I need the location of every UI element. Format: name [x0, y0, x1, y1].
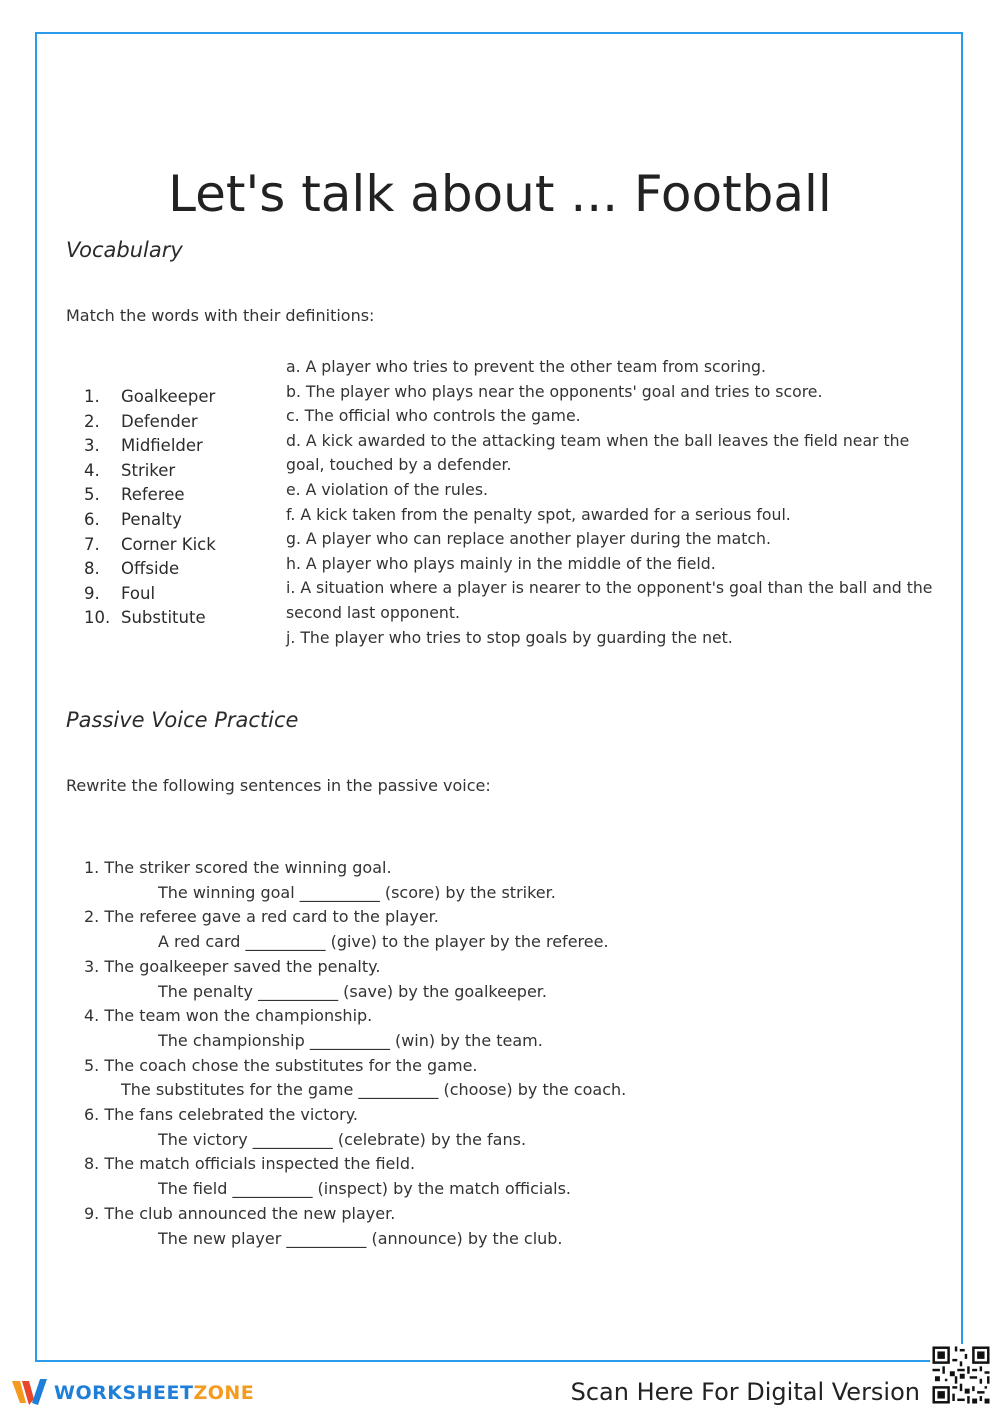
definition-item: a. A player who tries to prevent the other team from scoring.: [286, 357, 766, 376]
passive-answer-line: The victory __________ (celebrate) by the fans.: [158, 1129, 527, 1149]
passive-answer-line: The winning goal __________ (score) by the striker.: [158, 882, 556, 902]
item-number: 2.: [84, 411, 100, 431]
vocab-word: Goalkeeper: [121, 387, 216, 406]
list-item: [84, 1152, 626, 1201]
active-sentence: 9. The club announced the new player.: [84, 1203, 396, 1223]
definition-item: d. A kick awarded to the attacking team when the ball leaves the field near the goal, touched by a defender.: [286, 430, 910, 475]
item-number: 5.: [84, 485, 100, 505]
item-number: 1.: [84, 387, 100, 406]
definition-item: i. A situation where a player is nearer to the opponent's goal than the ball and the second last opponent.: [286, 578, 933, 622]
item-number: 4.: [84, 460, 100, 480]
worksheetzone-logo[interactable]: [10, 1377, 254, 1409]
word-list: [84, 385, 216, 631]
vocab-word: Foul: [121, 583, 156, 603]
definition-item: h. A player who plays mainly in the middle of the field.: [286, 553, 716, 573]
active-sentence: 5. The coach chose the substitutes for the game.: [84, 1055, 478, 1075]
list-item: [84, 557, 216, 582]
list-item: [84, 1054, 626, 1103]
passive-answer-line: The substitutes for the game __________ (choose) by the coach.: [121, 1080, 627, 1100]
list-item: [84, 856, 626, 905]
definition-item: f. A kick taken from the penalty spot, awarded for a serious foul.: [286, 504, 791, 524]
list-item: [84, 459, 216, 484]
vocab-word: Striker: [121, 460, 176, 480]
active-sentence: 4. The team won the championship.: [84, 1006, 373, 1026]
vocab-word: Substitute: [121, 608, 206, 628]
list-item: [84, 508, 216, 533]
passive-answer-line: The penalty __________ (save) by the goalkeeper.: [158, 981, 547, 1001]
active-sentence: 8. The match officials inspected the field.: [84, 1154, 416, 1174]
vocab-word: Midfielder: [121, 436, 203, 456]
item-number: 8.: [84, 559, 100, 579]
list-item: [84, 385, 216, 410]
list-item: [84, 434, 216, 459]
list-item: [84, 606, 216, 631]
passive-answer-line: The field __________ (inspect) by the match officials.: [158, 1179, 572, 1199]
item-number: 6.: [84, 509, 100, 529]
vocab-word: Defender: [121, 411, 198, 431]
list-item: [84, 410, 216, 435]
item-number: 9.: [84, 583, 100, 603]
vocab-word: Corner Kick: [121, 534, 216, 554]
definition-list: [286, 355, 936, 650]
item-number: 10.: [84, 608, 111, 628]
list-item: [84, 483, 216, 508]
scan-here-label: Scan Here For Digital Version: [570, 1378, 920, 1406]
list-item: [84, 905, 626, 954]
vocabulary-heading: Vocabulary: [66, 238, 183, 262]
list-item: [84, 533, 216, 558]
list-item: [84, 1103, 626, 1152]
active-sentence: 3. The goalkeeper saved the penalty.: [84, 956, 381, 976]
passive-answer-line: A red card __________ (give) to the player by the referee.: [158, 932, 609, 952]
page-title: Let's talk about ... Football: [168, 164, 832, 223]
list-item: [84, 955, 626, 1004]
list-item: [84, 582, 216, 607]
item-number: 3.: [84, 436, 100, 456]
definition-item: c. The official who controls the game.: [286, 406, 581, 426]
vocabulary-instruction: Match the words with their definitions:: [66, 306, 375, 325]
definition-item: j. The player who tries to stop goals by guarding the net.: [286, 627, 733, 647]
vocab-word: Offside: [121, 559, 180, 579]
passive-answer-line: The championship __________ (win) by the team.: [158, 1030, 543, 1050]
definition-item: b. The player who plays near the opponents' goal and tries to score.: [286, 381, 823, 401]
list-item: [84, 1004, 626, 1053]
active-sentence: 2. The referee gave a red card to the player.: [84, 907, 439, 927]
passive-answer-line: The new player __________ (announce) by the club.: [158, 1228, 563, 1248]
vocab-word: Penalty: [121, 509, 182, 529]
definition-item: e. A violation of the rules.: [286, 479, 488, 499]
qr-code-icon[interactable]: [930, 1344, 992, 1406]
passive-voice-heading: Passive Voice Practice: [66, 708, 299, 732]
sentence-list: [84, 856, 626, 1251]
vocab-word: Referee: [121, 485, 185, 505]
logo-word-worksheet: WORKSHEET: [54, 1382, 194, 1404]
item-number: 7.: [84, 534, 100, 554]
logo-word-zone: ZONE: [193, 1382, 255, 1404]
active-sentence: 6. The fans celebrated the victory.: [84, 1105, 358, 1125]
definition-item: g. A player who can replace another player during the match.: [286, 529, 771, 549]
logo-text: [54, 1382, 254, 1404]
active-sentence: 1. The striker scored the winning goal.: [84, 858, 392, 877]
list-item: [84, 1202, 626, 1251]
worksheetzone-logo-icon: [10, 1377, 48, 1409]
passive-voice-instruction: Rewrite the following sentences in the passive voice:: [66, 776, 491, 795]
